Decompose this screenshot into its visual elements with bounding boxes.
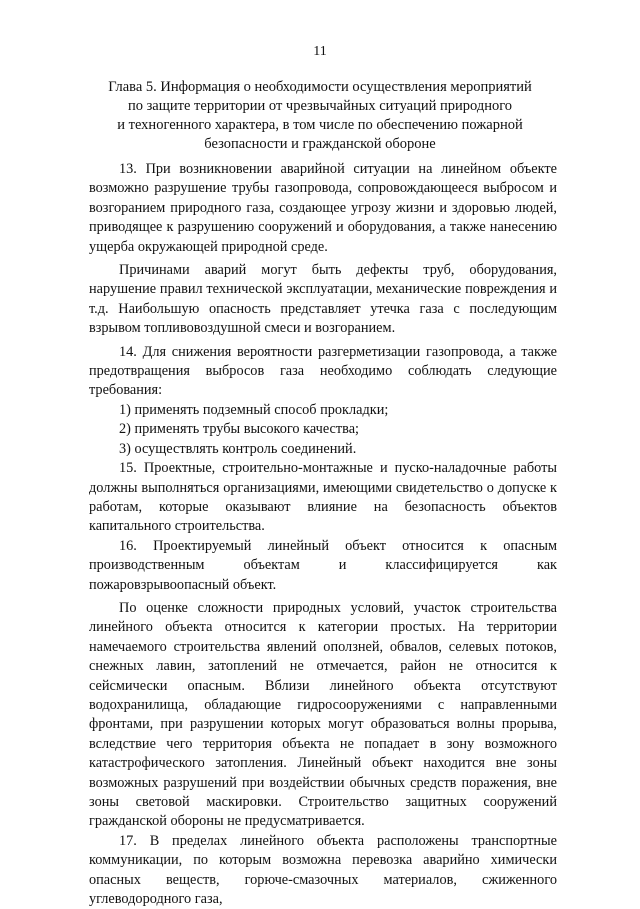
paragraph-16: 16. Проектируемый линейный объект относится к опасным производственным объектам и классифицируется как пожаровзрывоопасный объект. — [89, 537, 557, 593]
paragraph-13: 13. При возникновении аварийной ситуации на линейном объекте возможно разрушение трубы газопровода, сопровождающееся выбросом и возгоранием природного газа, создающее угрозу жизни и здоровью людей, приводящее к разрушению сооружений и оборудования, а также нанесению ущерба окружающей природной среде. — [89, 161, 557, 255]
chapter-title-line: Глава 5. Информация о необходимости осуществления мероприятий — [108, 79, 532, 95]
paragraph-natural-conditions: По оценке сложности природных условий, участок строительства линейного объекта относится к категории простых. На территории намечаемого строительства явлений оползней, обвалов, селевых потоков, снежных лавин, затоплений не отмечается, район не относится к сейсмически опасным. Вблизи линейного объекта отсутствуют водохранилища, обладающие гидросооружениями с направленными фронтами, при разрушении которых могут образоваться волны прорыва, вследствие чего территория объекта не попадает в зону возможного катастрофического затопления. Линейный объект находится вне зоны возможных разрушений при воздействии обычных средств поражения, вне зоны световой маскировки. Строительство защитных сооружений гражданской обороны не предусматривается. — [89, 599, 557, 830]
chapter-title-line: по защите территории от чрезвычайных ситуаций природного — [127, 98, 513, 114]
chapter-title-line: и техногенного характера, в том числе по обеспечению пожарной — [117, 117, 523, 133]
chapter-title-line: безопасности и гражданской обороне — [204, 136, 436, 152]
paragraph-17: 17. В пределах линейного объекта расположены транспортные коммуникации, по которым возможна перевозка аварийно химически опасных веществ, горюче-смазочных материалов, сжиженного углеводородного газа, — [89, 832, 557, 908]
paragraph-15: 15. Проектные, строительно-монтажные и пуско-наладочные работы должны выполняться организациями, имеющими свидетельство о допуске к работам, которые оказывают влияние на безопасность объектов капитального строительства. — [89, 460, 557, 535]
page-number: 11 — [313, 44, 327, 59]
chapter-title — [95, 78, 545, 154]
list-item: 1) применять подземный способ прокладки; — [119, 401, 389, 418]
body-text — [89, 160, 557, 909]
list-item: 2) применять трубы высокого качества; — [119, 421, 360, 438]
paragraph-14: 14. Для снижения вероятности разгерметизации газопровода, а также предотвращения выбросов газа необходимо соблюдать следующие требования: — [89, 343, 557, 399]
paragraph-accident-causes: Причинами аварий могут быть дефекты труб, оборудования, нарушение правил технической эксплуатации, механические повреждения и т.д. Наибольшую опасность представляет утечка газа с последующим взрывом топливовоздушной смеси и возгоранием. — [89, 262, 557, 337]
list-item: 3) осуществлять контроль соединений. — [119, 440, 357, 457]
